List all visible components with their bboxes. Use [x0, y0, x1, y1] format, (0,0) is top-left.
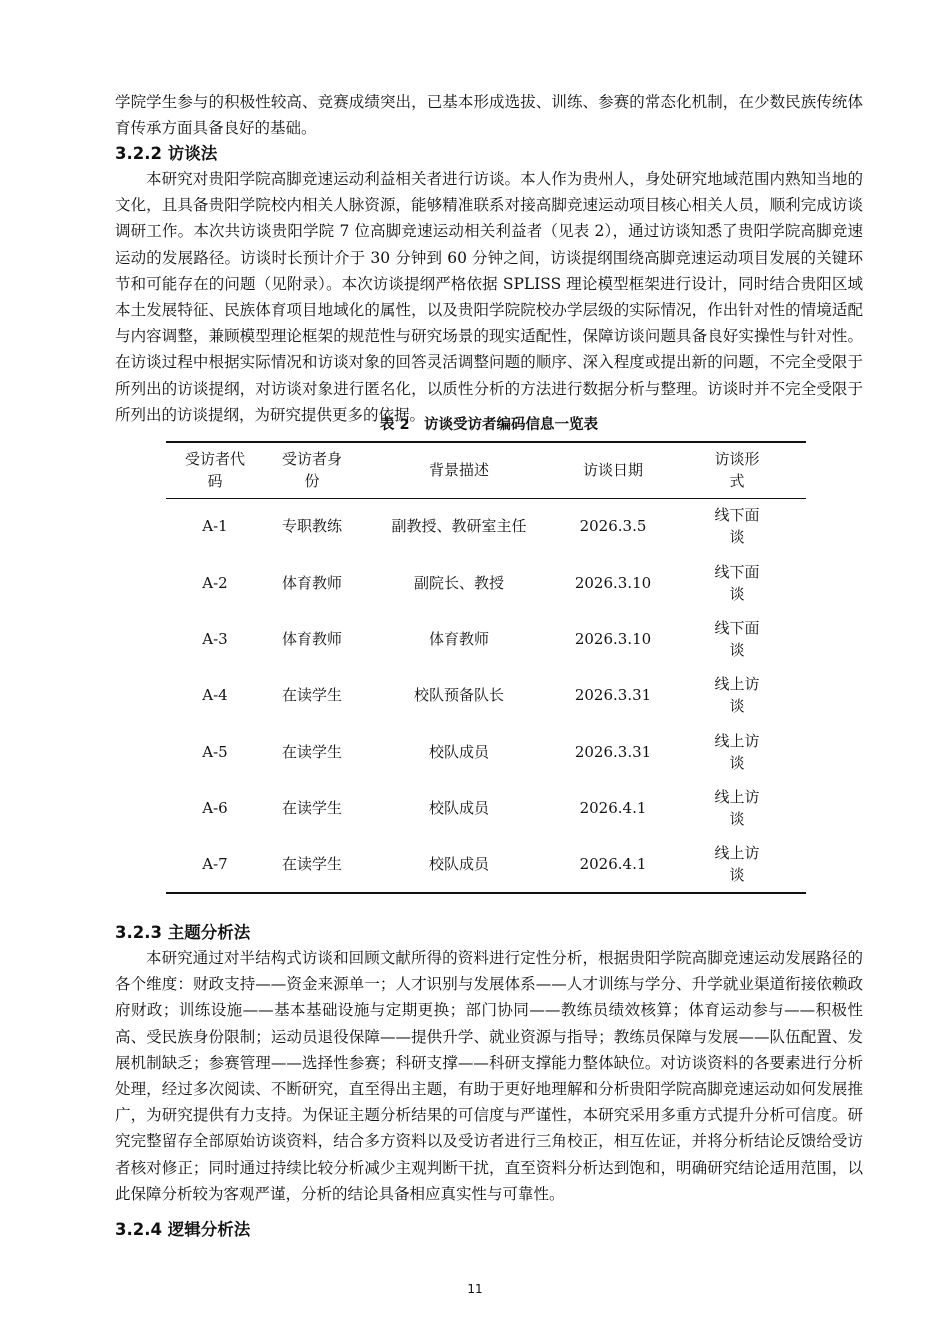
cell-form: 线下面谈: [714, 618, 760, 659]
cell-background: 校队成员: [428, 742, 489, 761]
cell-form: 线上访谈: [714, 844, 760, 885]
cell-background: 校队成员: [360, 836, 558, 892]
cell-identity: 在读学生: [281, 742, 342, 761]
cell-background: 校队成员: [428, 799, 489, 818]
section-heading-interview: 3.2.2 访谈法: [115, 144, 218, 163]
cell-date: 2026.3.10: [574, 629, 652, 648]
header-date: 访谈日期: [558, 442, 668, 498]
cell-date: 2026.3.5: [579, 517, 647, 536]
cell-code: A-3: [202, 629, 228, 648]
cell-date: 2026.4.1: [579, 799, 647, 818]
header-form: 访谈形式: [714, 450, 760, 491]
cell-background: 副院长、教授: [413, 573, 504, 592]
cell-form: 线下面谈: [714, 506, 760, 547]
cell-code: A-7: [166, 836, 264, 892]
table-row: [166, 498, 806, 554]
cell-background: 校队预备队长: [413, 686, 504, 705]
table-row: [166, 554, 806, 610]
cell-identity: 体育教师: [281, 573, 342, 592]
section-heading-thematic: 3.2.3 主题分析法: [115, 923, 251, 942]
interviewee-table: [166, 441, 806, 894]
table-header-row: [166, 442, 806, 498]
section-heading-logic: 3.2.4 逻辑分析法: [115, 1220, 251, 1239]
cell-form: 线上访谈: [714, 675, 760, 716]
cell-identity: 专职教练: [281, 517, 342, 536]
cell-code: A-6: [202, 799, 228, 818]
cell-date: 2026.3.10: [574, 573, 652, 592]
cell-identity: 在读学生: [281, 686, 342, 705]
cell-background: 体育教师: [428, 629, 489, 648]
cell-identity: 在读学生: [264, 836, 360, 892]
cell-date: 2026.3.31: [574, 686, 652, 705]
page-number: 11: [467, 1282, 483, 1296]
table-row: [166, 611, 806, 667]
header-code: 受访者代码: [185, 450, 246, 491]
paragraph-intro: 学院学生参与的积极性较高、竞赛成绩突出，已基本形成选拔、训练、参赛的常态化机制，在少数民族传统体育传承方面具备良好的基础。: [115, 93, 863, 138]
table-row: [166, 780, 806, 836]
cell-code: A-2: [202, 573, 228, 592]
cell-code: A-4: [202, 686, 228, 705]
table-caption: 表 2 访谈受访者编码信息一览表: [379, 417, 599, 433]
cell-background: 副教授、教研室主任: [391, 517, 527, 536]
header-identity: 受访者身份: [282, 450, 343, 491]
cell-form: 线上访谈: [714, 788, 760, 829]
header-background: 背景描述: [360, 442, 558, 498]
table-row: [166, 724, 806, 780]
paragraph-thematic-method: 本研究通过对半结构式访谈和回顾文献所得的资料进行定性分析，根据贵阳学院高脚竞速运动发展路径的各个维度：财政支持——资金来源单一；人才识别与发展体系——人才训练与学分、升学就业渠道衔接依赖政府财政；训练设施——基本基础设施与定期更换；部门协同——教练员绩效核算；体育运动参与——积极性高、受民族身份限制；运动员退役保障——提供升学、就业资源与指导；教练员保障与发展——队伍配置、发展机制缺乏；参赛管理——选择性参赛；科研支撑——科研支撑能力整体缺位。对访谈资料的各要素进行分析处理，经过多次阅读、不断研究，直至得出主题，有助于更好地理解和分析贵阳学院高脚竞速运动如何发展推广，为研究提供有力支持。为保证主题分析结果的可信度与严谨性，本研究采用多重方式提升分析可信度。研究完整留存全部原始访谈资料，结合多方资料以及受访者进行三角校正，相互佐证，并将分析结论反馈给受访者核对修正；同时通过持续比较分析减少主观判断干扰，直至资料分析达到饱和，明确研究结论适用范围，以此保障分析较为客观严谨，分析的结论具备相应真实性与可靠性。: [115, 949, 863, 1203]
cell-identity: 体育教师: [281, 629, 342, 648]
cell-form: 线下面谈: [714, 562, 760, 603]
table-row: [166, 667, 806, 723]
cell-date: 2026.3.31: [574, 742, 652, 761]
table-row: [166, 836, 806, 892]
cell-form: 线上访谈: [714, 731, 760, 772]
paragraph-interview-method: 本研究对贵阳学院高脚竞速运动利益相关者进行访谈。本人作为贵州人，身处研究地域范围内熟知当地的文化，且具备贵阳学院校内相关人脉资源，能够精准联系对接高脚竞速运动项目核心相关人员，顺利完成访谈调研工作。本次共访谈贵阳学院 7 位高脚竞速运动相关利益者（见表 2），通过访谈知悉了贵阳学院高脚竞速运动的发展路径。访谈时长预计介于 30 分钟到 60 分钟之间，访谈提纲围绕高脚竞速运动项目发展的关键环节和可能存在的问题（见附录）。本次访谈提纲严格依据 SPLISS 理论模型框架进行设计，同时结合贵阳区域本土发展特征、民族体育项目地域化的属性，以及贵阳学院院校办学层级的实际情况，作出针对性的情境适配与内容调整，兼顾模型理论框架的规范性与研究场景的现实适配性，保障访谈问题具备良好实操性与针对性。在访谈过程中根据实际情况和访谈对象的回答灵活调整问题的顺序、深入程度或提出新的问题，不完全受限于所列出的访谈提纲，对访谈对象进行匿名化，以质性分析的方法进行数据分析与整理。访谈时并不完全受限于所列出的访谈提纲，为研究提供更多的依据。: [115, 170, 863, 424]
cell-date: 2026.4.1: [558, 836, 668, 892]
cell-code: A-1: [202, 517, 228, 536]
cell-code: A-5: [202, 742, 228, 761]
cell-identity: 在读学生: [281, 799, 342, 818]
